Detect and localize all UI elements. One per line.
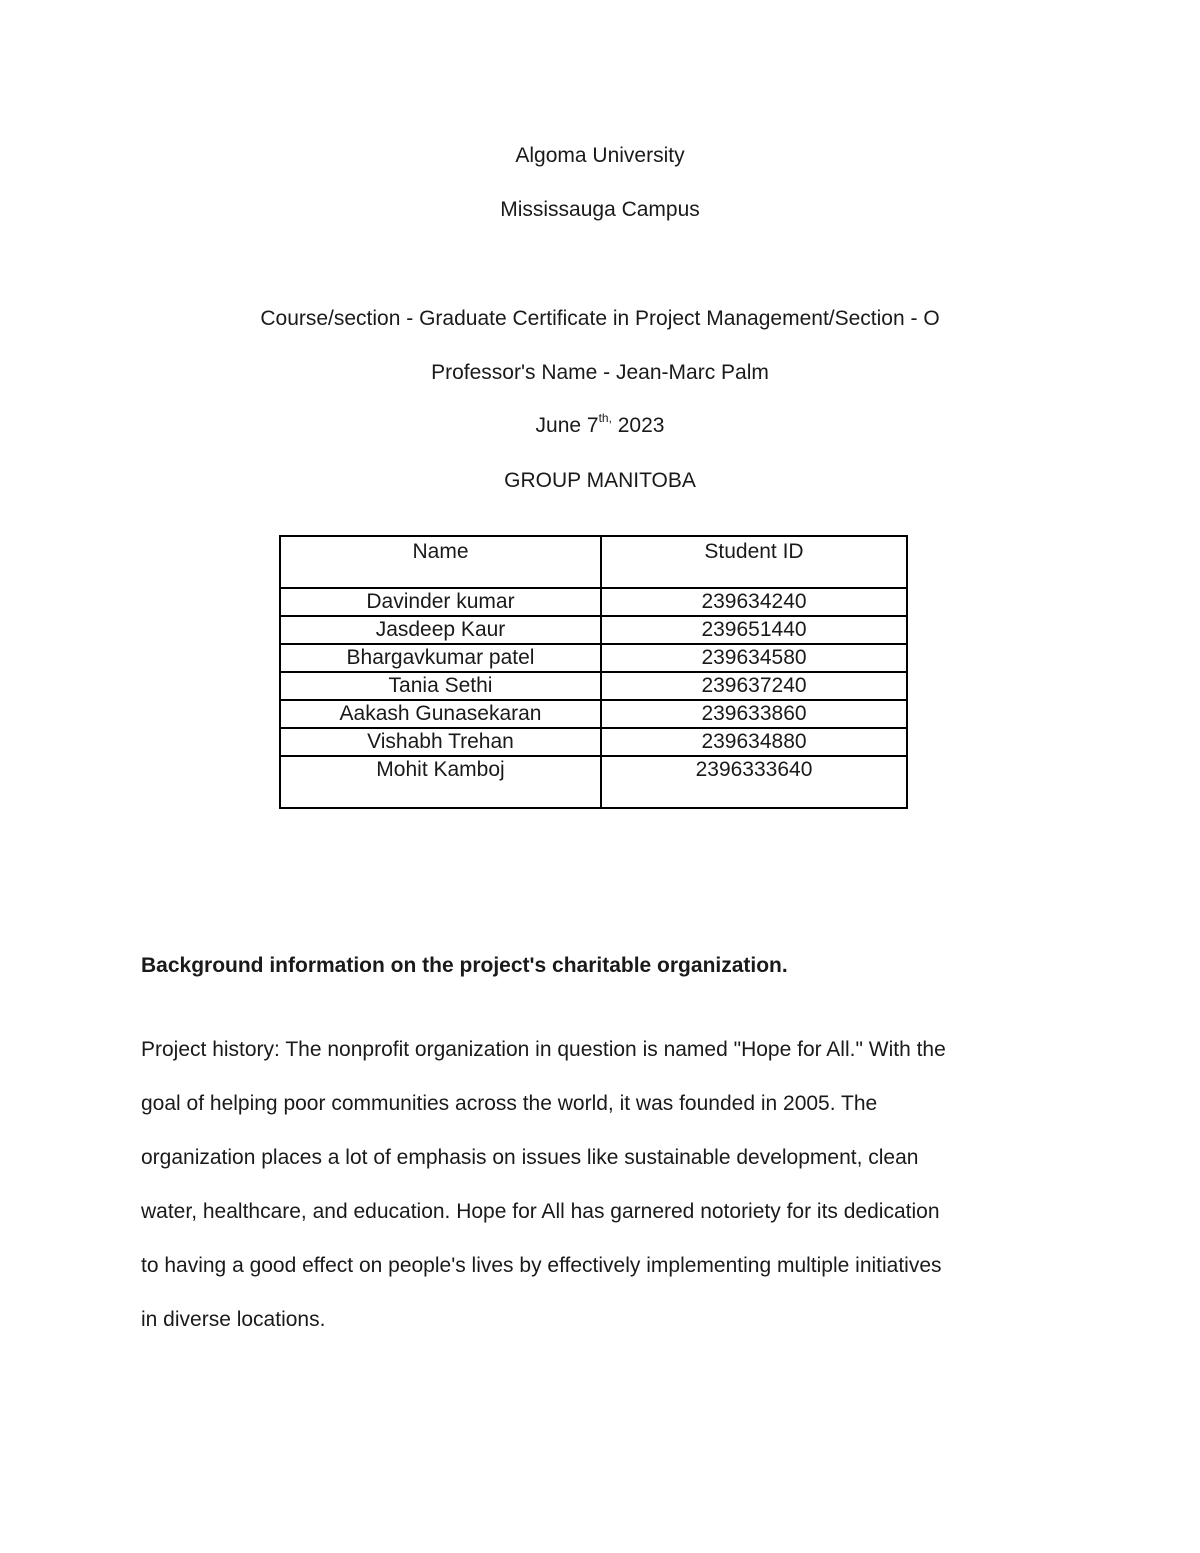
student-id: 239634240	[601, 588, 907, 616]
campus-name: Mississauga Campus	[500, 198, 700, 221]
section-heading: Background information on the project's charitable organization.	[141, 954, 788, 977]
student-id: 239634580	[601, 644, 907, 672]
header-student-id: Student ID	[601, 536, 907, 588]
student-id: 239651440	[601, 616, 907, 644]
student-table	[279, 535, 908, 809]
paragraph-line: Project history: The nonprofit organization in question is named "Hope for All." With the	[141, 1038, 946, 1061]
student-name: Davinder kumar	[280, 588, 601, 616]
student-id: 239637240	[601, 672, 907, 700]
group-name: GROUP MANITOBA	[504, 469, 696, 492]
student-name: Aakash Gunasekaran	[280, 700, 601, 728]
paragraph-line: in diverse locations.	[141, 1308, 326, 1331]
paragraph-line: organization places a lot of emphasis on issues like sustainable development, clean	[141, 1146, 919, 1169]
paragraph-line: water, healthcare, and education. Hope for All has garnered notoriety for its dedication	[141, 1200, 940, 1223]
student-id: 239634880	[601, 728, 907, 756]
professor-name: Professor's Name - Jean-Marc Palm	[431, 361, 769, 384]
date-superscript: th,	[598, 411, 612, 425]
table-row	[280, 644, 907, 672]
table-header-row	[280, 536, 907, 588]
paragraph-line: goal of helping poor communities across the world, it was founded in 2005. The	[141, 1092, 878, 1115]
paragraph-line: to having a good effect on people's lives by effectively implementing multiple initiatives	[141, 1254, 942, 1277]
student-id: 239633860	[601, 700, 907, 728]
project-history-paragraph	[141, 1023, 1061, 1347]
student-name: Tania Sethi	[280, 672, 601, 700]
table-row	[280, 700, 907, 728]
header-name: Name	[280, 536, 601, 588]
date-suffix: 2023	[611, 414, 665, 437]
table-row	[280, 616, 907, 644]
table-row	[280, 672, 907, 700]
date-prefix: June 7	[535, 414, 599, 437]
table-row	[280, 728, 907, 756]
student-name: Mohit Kamboj	[280, 756, 601, 808]
student-name: Jasdeep Kaur	[280, 616, 601, 644]
student-name: Vishabh Trehan	[280, 728, 601, 756]
student-id: 2396333640	[601, 756, 907, 808]
submission-date	[0, 413, 1200, 439]
university-name: Algoma University	[515, 144, 685, 167]
course-section: Course/section - Graduate Certificate in Project Management/Section - O	[260, 307, 940, 330]
table-row	[280, 756, 907, 808]
table-row	[280, 588, 907, 616]
student-name: Bhargavkumar patel	[280, 644, 601, 672]
